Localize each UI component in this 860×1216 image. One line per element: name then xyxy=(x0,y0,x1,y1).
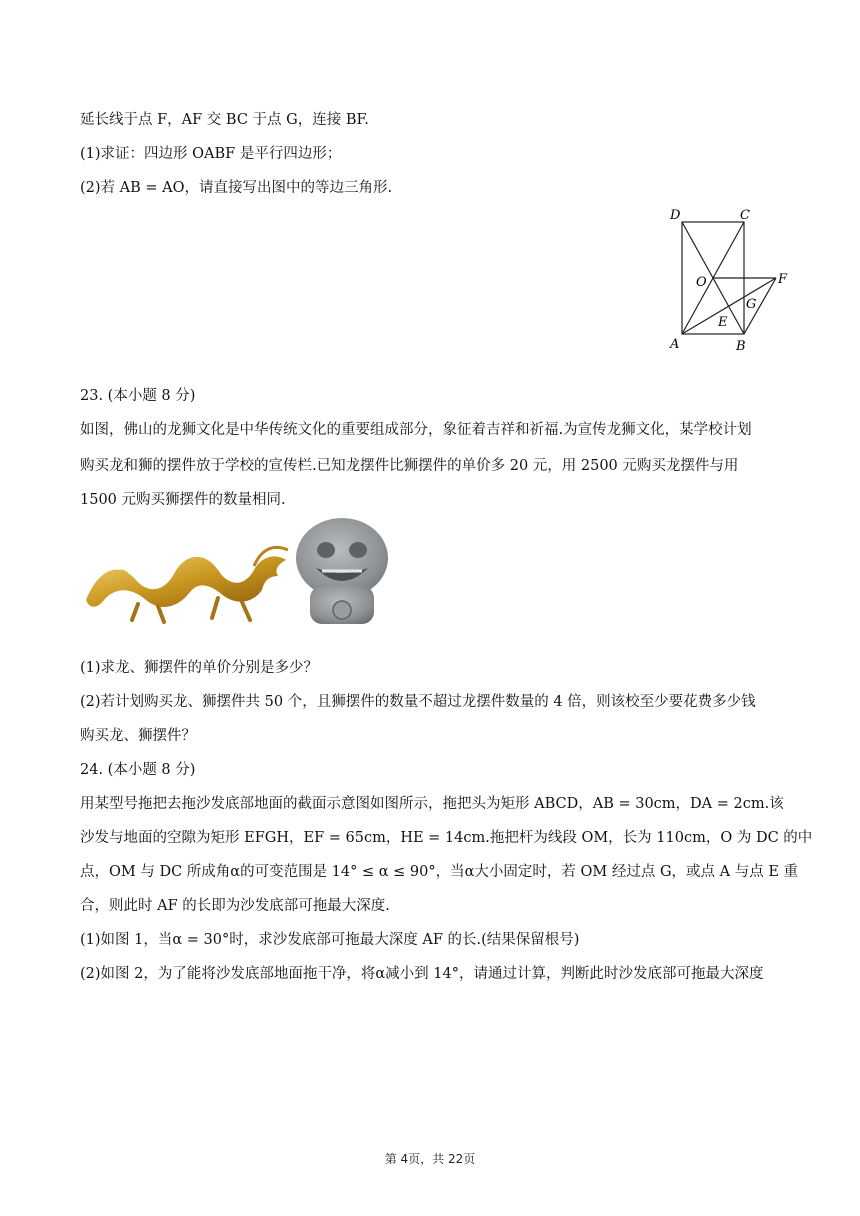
label-D: D xyxy=(670,208,681,223)
q23-para1: 如图，佛山的龙狮文化是中华传统文化的重要组成部分，象征着吉祥和祈福.为宣传龙狮文化，某学校计划 xyxy=(80,422,752,438)
label-F: F xyxy=(778,272,788,287)
dragon-figurine-image xyxy=(78,530,294,626)
q23-para2: 购买龙和狮的摆件放于学校的宣传栏.已知龙摆件比狮摆件的单价多 20 元，用 2500 元购买龙摆件与用 xyxy=(80,458,739,474)
label-A: A xyxy=(670,337,680,352)
q24-part1: (1)如图 1，当α = 30°时，求沙发底部可拖最大深度 AF 的长.(结果保留根号) xyxy=(80,932,580,948)
q24-para4: 合，则此时 AF 的长即为沙发底部可拖最大深度. xyxy=(80,898,390,914)
label-B: B xyxy=(736,339,746,354)
lion-figurine-image xyxy=(292,516,392,628)
q24-para3: 点，OM 与 DC 所成角α的可变范围是 14° ≤ α ≤ 90°，当α大小固定时，若 OM 经过点 G，或点 A 与点 E 重 xyxy=(80,864,799,880)
q24-para2: 沙发与地面的空隙为矩形 EFGH，EF = 65cm，HE = 14cm.拖把杆为线段 OM，长为 110cm，O 为 DC 的中 xyxy=(80,830,813,846)
q22-part2: (2)若 AB = AO，请直接写出图中的等边三角形. xyxy=(80,180,393,196)
q22-part1: (1)求证：四边形 OABF 是平行四边形； xyxy=(80,146,342,162)
label-G: G xyxy=(746,297,757,312)
label-E: E xyxy=(718,315,728,330)
q23-part2b: 购买龙、狮摆件？ xyxy=(80,728,196,744)
q24-part2: (2)如图 2，为了能将沙发底部地面拖干净，将α减小到 14°，请通过计算，判断此时沙发底部可拖最大深度 xyxy=(80,966,764,982)
label-O: O xyxy=(696,275,707,290)
page-footer: 第 4页，共 22页 xyxy=(384,1152,476,1166)
q22-intro: 延长线于点 F，AF 交 BC 于点 G，连接 BF. xyxy=(80,112,369,128)
q23-header: 23. (本小题 8 分) xyxy=(80,388,196,404)
q24-para1: 用某型号拖把去拖沙发底部地面的截面示意图如图所示，拖把头为矩形 ABCD，AB = 30cm，DA = 2cm.该 xyxy=(80,796,784,812)
q23-part1: (1)求龙、狮摆件的单价分别是多少？ xyxy=(80,660,319,676)
q24-header: 24. (本小题 8 分) xyxy=(80,762,196,778)
label-C: C xyxy=(740,208,750,223)
geometry-figure xyxy=(660,204,800,354)
q23-part2a: (2)若计划购买龙、狮摆件共 50 个，且狮摆件的数量不超过龙摆件数量的 4 倍，则该校至少要花费多少钱 xyxy=(80,694,756,710)
q23-para3: 1500 元购买狮摆件的数量相同. xyxy=(80,492,286,508)
